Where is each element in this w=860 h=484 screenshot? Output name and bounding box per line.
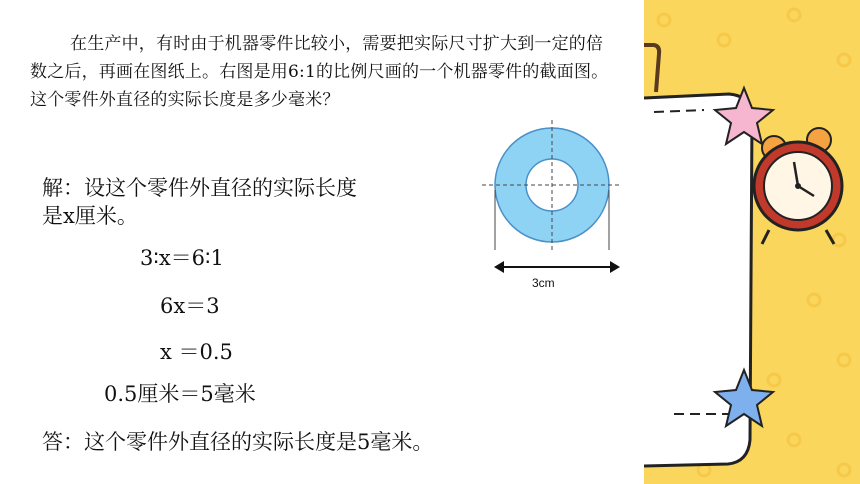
solution-step-2: 6x＝3: [160, 294, 220, 318]
decorative-background: [644, 0, 860, 484]
answer-line: 答：这个零件外直径的实际长度是5毫米。: [42, 430, 434, 454]
solution-step-1: 3∶x＝6∶1: [140, 246, 224, 270]
problem-text: [30, 30, 610, 114]
problem-paragraph: 在生产中，有时由于机器零件比较小，需要把实际尺寸扩大到一定的倍数之后，再画在图纸上。右图是用6:1的比例尺画的一个机器零件的截面图。这个零件外直径的实际长度是多少毫米？: [30, 34, 609, 110]
dimension-label: 3cm: [532, 276, 555, 290]
decoration-art: [644, 0, 860, 484]
ring-diagram: [474, 120, 634, 250]
solution-setup-line2: 是x厘米。: [42, 204, 138, 228]
solution-step-3: x ＝0.5: [160, 340, 233, 364]
alarm-clock-icon: [754, 128, 842, 244]
solution-setup-line1: 解：设这个零件外直径的实际长度: [42, 176, 357, 200]
solution-step-4: 0.5厘米＝5毫米: [104, 382, 256, 406]
dimension-arrow: [492, 260, 622, 274]
